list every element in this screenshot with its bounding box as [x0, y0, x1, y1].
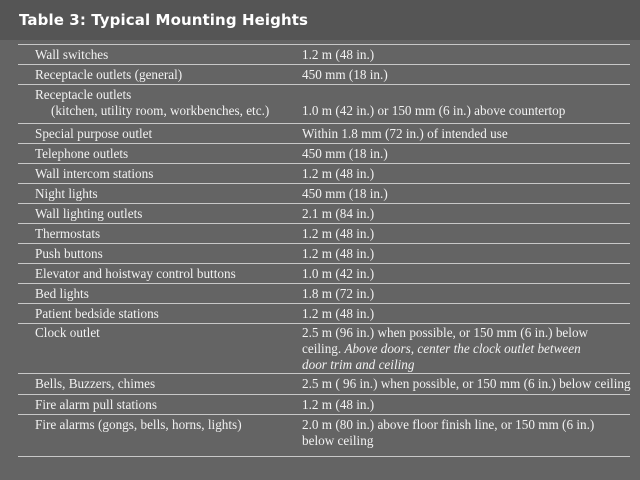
- height-note: Above doors, center the clock outlet between: [344, 341, 581, 356]
- height-text-cont: below ceiling: [302, 433, 374, 448]
- table-row: [18, 164, 630, 184]
- item-cell: [35, 376, 303, 392]
- item-text: Wall intercom stations: [35, 166, 154, 181]
- height-cell: [302, 246, 628, 262]
- table-row: [18, 204, 630, 224]
- height-text: 450 mm (18 in.): [302, 186, 388, 201]
- height-text: Within 1.8 mm (72 in.) of intended use: [302, 126, 508, 141]
- item-cell: [35, 246, 303, 262]
- height-text: 2.1 m (84 in.): [302, 206, 375, 221]
- table-row: [18, 374, 630, 395]
- height-cell: [302, 376, 631, 392]
- item-text: Night lights: [35, 186, 98, 201]
- height-note-cont: door trim and ceiling: [302, 357, 415, 372]
- height-text: 1.2 m (48 in.): [302, 166, 375, 181]
- item-cell: [35, 306, 303, 322]
- item-cell: [35, 266, 303, 282]
- table-row: [18, 244, 630, 264]
- item-cell: [35, 87, 303, 119]
- height-cell: [302, 397, 628, 413]
- table-row: [18, 85, 630, 124]
- table-row: [18, 65, 630, 85]
- item-cell: [35, 166, 303, 182]
- height-text-line: [302, 341, 628, 357]
- height-cell: [302, 146, 628, 162]
- item-cell: [35, 67, 303, 83]
- table-row: [18, 124, 630, 144]
- item-text: Patient bedside stations: [35, 306, 159, 321]
- item-cell: [35, 325, 303, 341]
- item-cell: [35, 286, 303, 302]
- height-text: 1.2 m (48 in.): [302, 226, 375, 241]
- item-text: Push buttons: [35, 246, 103, 261]
- item-cell: [35, 226, 303, 242]
- height-cell: [302, 47, 628, 63]
- item-text: Thermostats: [35, 226, 101, 241]
- mounting-heights-table: [18, 44, 630, 457]
- item-cell: [35, 397, 303, 413]
- item-text: Fire alarms (gongs, bells, horns, lights): [35, 417, 242, 432]
- height-cell: [302, 266, 628, 282]
- item-text: Bed lights: [35, 286, 89, 301]
- table-row: [18, 324, 630, 374]
- item-cell: [35, 206, 303, 222]
- item-cell: [35, 126, 303, 142]
- table-row: [18, 184, 630, 204]
- height-text: 1.2 m (48 in.): [302, 397, 375, 412]
- height-cell: [302, 186, 628, 202]
- table-title: Table 3: Typical Mounting Heights: [0, 0, 640, 40]
- table-row: [18, 264, 630, 284]
- table-row: [18, 415, 630, 457]
- item-cell: [35, 417, 303, 433]
- height-text-plain: ceiling.: [302, 341, 342, 356]
- height-text: 1.0 m (42 in.): [302, 266, 375, 281]
- table-row: [18, 284, 630, 304]
- height-text: 2.5 m (96 in.) when possible, or 150 mm (6 in.) below: [302, 325, 589, 340]
- item-text: Wall lighting outlets: [35, 206, 143, 221]
- height-text: 1.2 m (48 in.): [302, 47, 375, 62]
- item-text: Receptacle outlets: [35, 87, 132, 102]
- table-row: [18, 304, 630, 324]
- item-text: Clock outlet: [35, 325, 100, 340]
- table-row: [18, 144, 630, 164]
- height-cell: [302, 286, 628, 302]
- item-subtext: (kitchen, utility room, workbenches, etc.): [51, 103, 270, 118]
- table-row: [18, 395, 630, 415]
- height-cell: [302, 226, 628, 242]
- height-cell: [302, 166, 628, 182]
- item-text: Receptacle outlets (general): [35, 67, 183, 82]
- height-text: 1.0 m (42 in.) or 150 mm (6 in.) above countertop: [302, 103, 566, 118]
- item-text: Telephone outlets: [35, 146, 129, 161]
- height-text: 1.2 m (48 in.): [302, 246, 375, 261]
- height-cell: [302, 325, 628, 373]
- item-text: Wall switches: [35, 47, 109, 62]
- table-row: [18, 224, 630, 244]
- table-row: [18, 45, 630, 65]
- item-cell: [35, 186, 303, 202]
- height-text: 450 mm (18 in.): [302, 146, 388, 161]
- item-text: Fire alarm pull stations: [35, 397, 157, 412]
- height-text: 2.0 m (80 in.) above floor finish line, or 150 mm (6 in.): [302, 417, 595, 432]
- height-text: 1.2 m (48 in.): [302, 306, 375, 321]
- height-text: 2.5 m ( 96 in.) when possible, or 150 mm (6 in.) below ceiling: [302, 376, 631, 391]
- height-cell: [302, 417, 628, 449]
- item-text: Special purpose outlet: [35, 126, 153, 141]
- item-cell: [35, 146, 303, 162]
- item-cell: [35, 47, 303, 63]
- height-cell: [302, 67, 628, 83]
- height-cell: [302, 206, 628, 222]
- item-text: Bells, Buzzers, chimes: [35, 376, 156, 391]
- height-cell: [302, 87, 628, 119]
- height-cell: [302, 306, 628, 322]
- height-spacer: [302, 87, 628, 103]
- height-text: 450 mm (18 in.): [302, 67, 388, 82]
- height-cell: [302, 126, 628, 142]
- height-text: 1.8 m (72 in.): [302, 286, 375, 301]
- item-text: Elevator and hoistway control buttons: [35, 266, 236, 281]
